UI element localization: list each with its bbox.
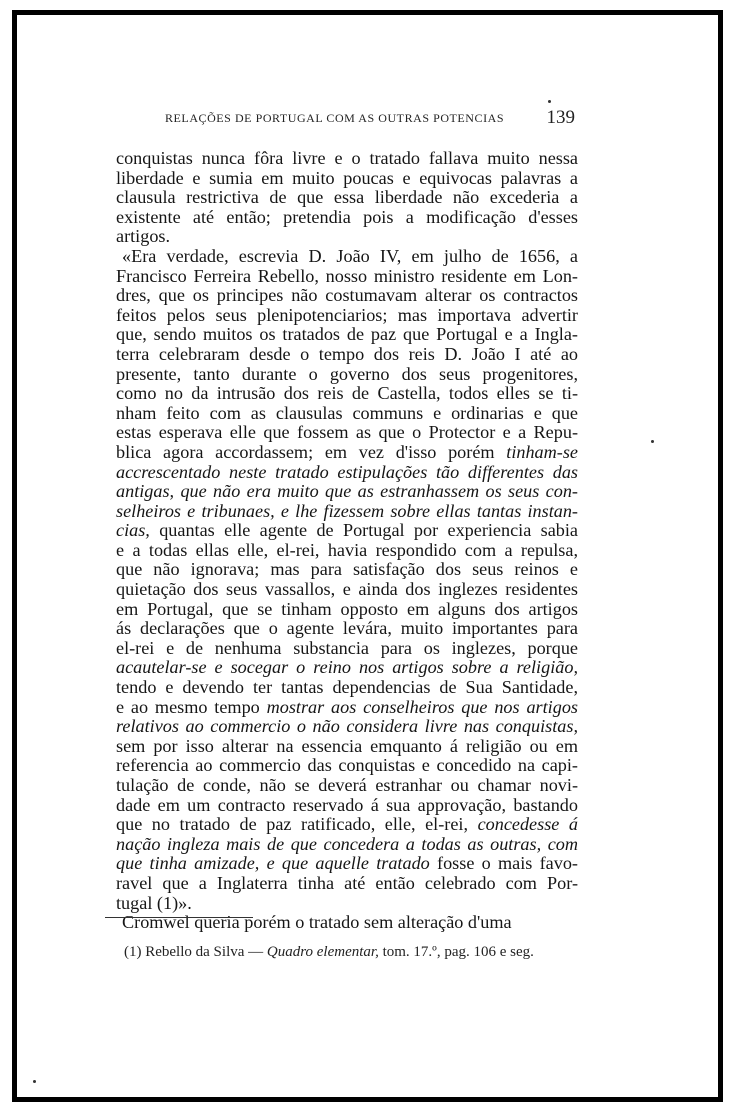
- footnote-title: Quadro elementar,: [266, 944, 379, 960]
- italic-run: que tinha amizade, e que aquelle tratado: [116, 853, 430, 874]
- text-line: [116, 169, 578, 189]
- body-text: [116, 149, 578, 933]
- text-run: Francisco Ferreira Rebello, nosso ministro residente em Lon-: [116, 265, 578, 286]
- text-run: ás declarações que o agente levára, muito importantes para: [116, 618, 578, 639]
- text-line: [116, 325, 578, 345]
- text-run: el-rei e de nenhuma substancia para os inglezes, porque: [116, 637, 578, 658]
- text-run: dres, que os principes não costumavam alterar os contractos: [116, 285, 578, 306]
- text-line: [116, 894, 578, 914]
- italic-run: tinham-se: [506, 441, 578, 462]
- text-run: liberdade e sumia em muito poucas e equivocas palavras a: [116, 167, 578, 188]
- text-line: [116, 443, 578, 463]
- text-run: quietação dos seus vassallos, e ainda dos inglezes residentes: [116, 579, 578, 600]
- text-line: [116, 874, 578, 894]
- text-run: clausula restrictiva de que essa liberdade não excederia a: [116, 187, 578, 208]
- text-run: Cromwel queria porém o tratado sem alteração d'uma: [122, 912, 512, 933]
- text-line: [116, 227, 578, 247]
- text-line: [116, 502, 578, 522]
- text-run: feitos pelos seus plenipotenciarios; mas importava advertir: [116, 304, 578, 325]
- text-line: [116, 698, 578, 718]
- footnote: [124, 944, 574, 961]
- text-line: [116, 580, 578, 600]
- text-run: como no da intrusão dos reis de Castella, todos elles se ti-: [116, 383, 578, 404]
- text-line: [116, 521, 578, 541]
- text-run: dade em um contracto reservado á sua approvação, bastando: [116, 794, 578, 815]
- text-run: e ao mesmo tempo: [116, 696, 267, 717]
- italic-run: concedesse á: [477, 814, 578, 835]
- text-line: [116, 658, 578, 678]
- footnote-rule: [105, 917, 253, 918]
- text-run: referencia ao commercio das conquistas e concedido na capi-: [116, 755, 578, 776]
- text-run: presente, tanto durante o governo dos seus progenitores,: [116, 363, 578, 384]
- text-line: [116, 737, 578, 757]
- text-run: artigos.: [116, 226, 171, 247]
- ink-speck: [548, 100, 551, 103]
- text-line: [116, 404, 578, 424]
- page-number: 139: [546, 107, 575, 128]
- text-line: [116, 756, 578, 776]
- text-line: [116, 854, 578, 874]
- text-run: sem por isso alterar na essencia emquanto á religião ou em: [116, 735, 578, 756]
- text-line: [116, 384, 578, 404]
- ink-speck: [651, 440, 654, 443]
- italic-run: acautelar-se e socegar o reino nos artigos sobre a religião,: [116, 657, 578, 678]
- italic-run: nação ingleza mais de que concedera a todas as outras, com: [116, 833, 578, 854]
- text-run: ravel que a Inglaterra tinha até então celebrado com Por-: [116, 872, 578, 893]
- text-run: que, sendo muitos os tratados de paz que Portugal e a Ingla-: [116, 324, 578, 345]
- text-run: conquistas nunca fôra livre e o tratado fallava muito nessa: [116, 148, 578, 168]
- text-line: [116, 188, 578, 208]
- running-title: RELAÇÕES DE PORTUGAL COM AS OUTRAS POTENCIAS: [165, 111, 505, 125]
- text-line: [116, 208, 578, 228]
- text-line: [116, 306, 578, 326]
- text-run: que no tratado de paz ratificado, elle, el-rei,: [116, 814, 478, 835]
- text-run: nham feito com as clausulas communs e ordinarias e que: [116, 402, 578, 423]
- italic-run: antigas, que não era muito que as estranhassem os seus con-: [116, 481, 578, 502]
- text-line: [116, 267, 578, 287]
- text-line: [116, 678, 578, 698]
- text-run: que não ignorava; mas para satisfação dos seus reinos e: [116, 559, 578, 580]
- text-line: [116, 286, 578, 306]
- text-run: blica agora accordassem; em vez d'isso porém: [116, 441, 507, 462]
- text-line: [116, 600, 578, 620]
- text-run: terra celebraram desde o tempo dos reis D. João I até ao: [116, 343, 578, 364]
- text-run: «Era verdade, escrevia D. João IV, em julho de 1656, a: [122, 245, 578, 266]
- running-header: [165, 107, 575, 133]
- text-run: tugal (1)».: [116, 892, 192, 913]
- text-line: [116, 815, 578, 835]
- italic-run: relativos ao commercio o não considera livre nas conquistas,: [116, 716, 578, 737]
- ink-speck: [33, 1080, 36, 1083]
- text-run: tulação de conde, não se deverá estranhar ou chamar novi-: [116, 775, 578, 795]
- text-run: estas esperava elle que fossem as que o Protector e a Repu-: [116, 422, 578, 443]
- text-run: em Portugal, que se tinham opposto em alguns dos artigos: [116, 598, 578, 619]
- text-line: [116, 717, 578, 737]
- text-line: [116, 345, 578, 365]
- text-line: [116, 541, 578, 561]
- text-run: fosse o mais favo-: [429, 853, 578, 874]
- footnote-prefix: (1) Rebello da Silva —: [124, 944, 267, 960]
- italic-run: mostrar aos conselheiros que nos artigos: [266, 696, 578, 717]
- text-run: tendo e devendo ter tantas dependencias de Sua Santidade,: [116, 677, 578, 698]
- text-run: e a todas ellas elle, el-rei, havia respondido com a repulsa,: [116, 539, 578, 560]
- text-line: [116, 835, 578, 855]
- text-line: [116, 796, 578, 816]
- text-line: [116, 149, 578, 169]
- footnote-suffix: tom. 17.º, pag. 106 e seg.: [378, 944, 534, 960]
- italic-run: selheiros e tribunaes, e lhe fizessem sobre ellas tantas instan-: [116, 500, 578, 521]
- italic-run: accrescentado neste tratado estipulações tão differentes das: [116, 461, 578, 482]
- italic-run: cias,: [116, 520, 150, 541]
- text-line: [116, 365, 578, 385]
- text-run: quantas elle agente de Portugal por experiencia sabia: [149, 520, 578, 541]
- text-line: [116, 639, 578, 659]
- text-line: [116, 619, 578, 639]
- text-line: [116, 423, 578, 443]
- text-line: [116, 247, 578, 267]
- text-line: [116, 463, 578, 483]
- text-line: [116, 482, 578, 502]
- text-line: [116, 776, 578, 796]
- text-run: existente até então; pretendia pois a modificação d'esses: [116, 206, 578, 227]
- text-line: [116, 560, 578, 580]
